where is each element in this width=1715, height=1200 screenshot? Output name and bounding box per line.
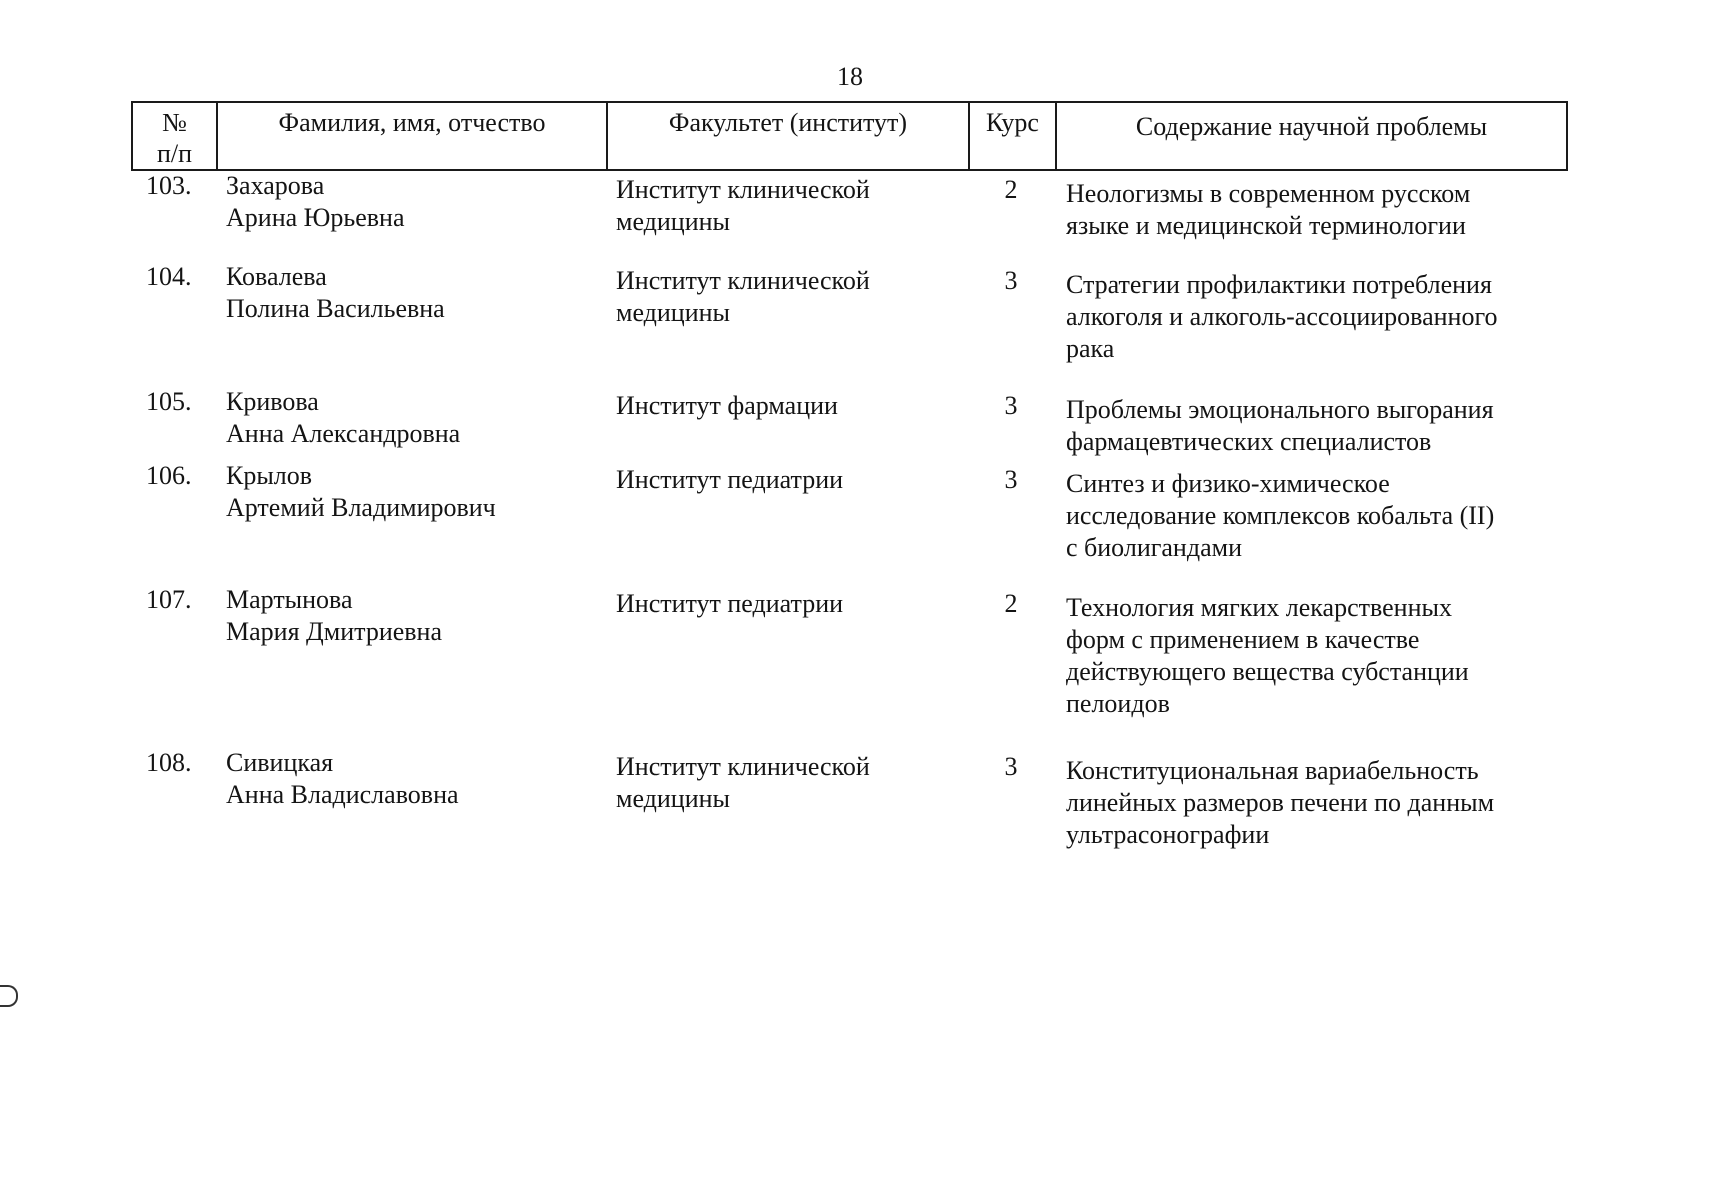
table-header — [131, 101, 1568, 171]
topic-line: Синтез и физико-химическое — [1066, 469, 1390, 498]
row-faculty — [616, 588, 946, 620]
topic-line: с биолигандами — [1066, 533, 1242, 562]
row-faculty — [616, 390, 946, 422]
topic-line: действующего вещества субстанции — [1066, 657, 1469, 686]
topic-line: пелоидов — [1066, 689, 1170, 718]
topic-line: Конституциональная вариабельность — [1066, 756, 1479, 785]
faculty-line: Институт клинической — [616, 266, 870, 295]
row-topic — [1066, 394, 1586, 458]
given-names: Полина Васильевна — [226, 294, 445, 323]
faculty-line: Институт фармации — [616, 391, 838, 420]
surname: Кривова — [226, 387, 319, 416]
row-name — [226, 261, 586, 325]
row-faculty — [616, 751, 946, 815]
given-names: Анна Владиславовна — [226, 780, 459, 809]
faculty-line: Институт педиатрии — [616, 465, 844, 494]
row-number: 104. — [146, 262, 192, 291]
given-names: Артемий Владимирович — [226, 493, 496, 522]
row-name — [226, 460, 586, 524]
row-course: 2 — [1004, 175, 1018, 204]
faculty-line: медицины — [616, 784, 731, 813]
row-topic — [1066, 269, 1586, 365]
topic-line: форм с применением в качестве — [1066, 625, 1420, 654]
topic-line: Неологизмы в современном русском — [1066, 179, 1471, 208]
row-faculty — [616, 464, 946, 496]
row-number: 107. — [146, 585, 192, 614]
row-topic — [1066, 592, 1586, 720]
row-number: 103. — [146, 171, 192, 200]
header-name-cell: Фамилия, имя, отчество — [218, 103, 608, 169]
header-faculty-cell: Факультет (институт) — [608, 103, 970, 169]
row-number: 108. — [146, 748, 192, 777]
topic-line: исследование комплексов кобальта (II) — [1066, 501, 1495, 530]
faculty-line: Институт педиатрии — [616, 589, 844, 618]
faculty-line: Институт клинической — [616, 752, 870, 781]
row-course: 3 — [1004, 752, 1018, 781]
surname: Захарова — [226, 171, 325, 200]
topic-line: фармацевтических специалистов — [1066, 427, 1432, 456]
surname: Сивицкая — [226, 748, 334, 777]
faculty-line: медицины — [616, 207, 731, 236]
row-name — [226, 584, 586, 648]
row-name — [226, 170, 586, 234]
header-topic-cell: Содержание научной проблемы — [1135, 112, 1488, 141]
row-number: 106. — [146, 461, 192, 490]
row-topic — [1066, 468, 1586, 564]
surname: Крылов — [226, 461, 313, 490]
topic-line: алкоголя и алкоголь-ассоциированного — [1066, 302, 1498, 331]
surname: Ковалева — [226, 262, 327, 291]
page-number: 18 — [837, 62, 863, 91]
topic-line: Стратегии профилактики потребления — [1066, 270, 1492, 299]
topic-line: рака — [1066, 334, 1115, 363]
header-number-sign: № — [162, 108, 187, 137]
faculty-line: медицины — [616, 298, 731, 327]
faculty-line: Институт клинической — [616, 175, 870, 204]
row-name — [226, 386, 586, 450]
row-faculty — [616, 265, 946, 329]
topic-line: языке и медицинской терминологии — [1066, 211, 1466, 240]
header-number-abbrev: п/п — [156, 139, 193, 168]
given-names: Мария Дмитриевна — [226, 617, 442, 646]
given-names: Арина Юрьевна — [226, 203, 405, 232]
topic-line: Проблемы эмоционального выгорания — [1066, 395, 1494, 424]
row-course: 3 — [1004, 266, 1018, 295]
row-name — [226, 747, 586, 811]
row-topic — [1066, 755, 1586, 851]
surname: Мартынова — [226, 585, 353, 614]
row-course: 3 — [1004, 391, 1018, 420]
row-number: 105. — [146, 387, 192, 416]
row-faculty — [616, 174, 946, 238]
given-names: Анна Александровна — [226, 419, 461, 448]
topic-line: Технология мягких лекарственных — [1066, 593, 1452, 622]
row-course: 3 — [1004, 465, 1018, 494]
scan-artifact — [0, 985, 18, 1007]
topic-line: линейных размеров печени по данным — [1066, 788, 1495, 817]
header-number-cell — [133, 103, 218, 169]
row-course: 2 — [1004, 589, 1018, 618]
row-topic — [1066, 178, 1586, 242]
topic-line: ультрасонографии — [1066, 820, 1270, 849]
header-course-cell: Курс — [970, 103, 1057, 169]
